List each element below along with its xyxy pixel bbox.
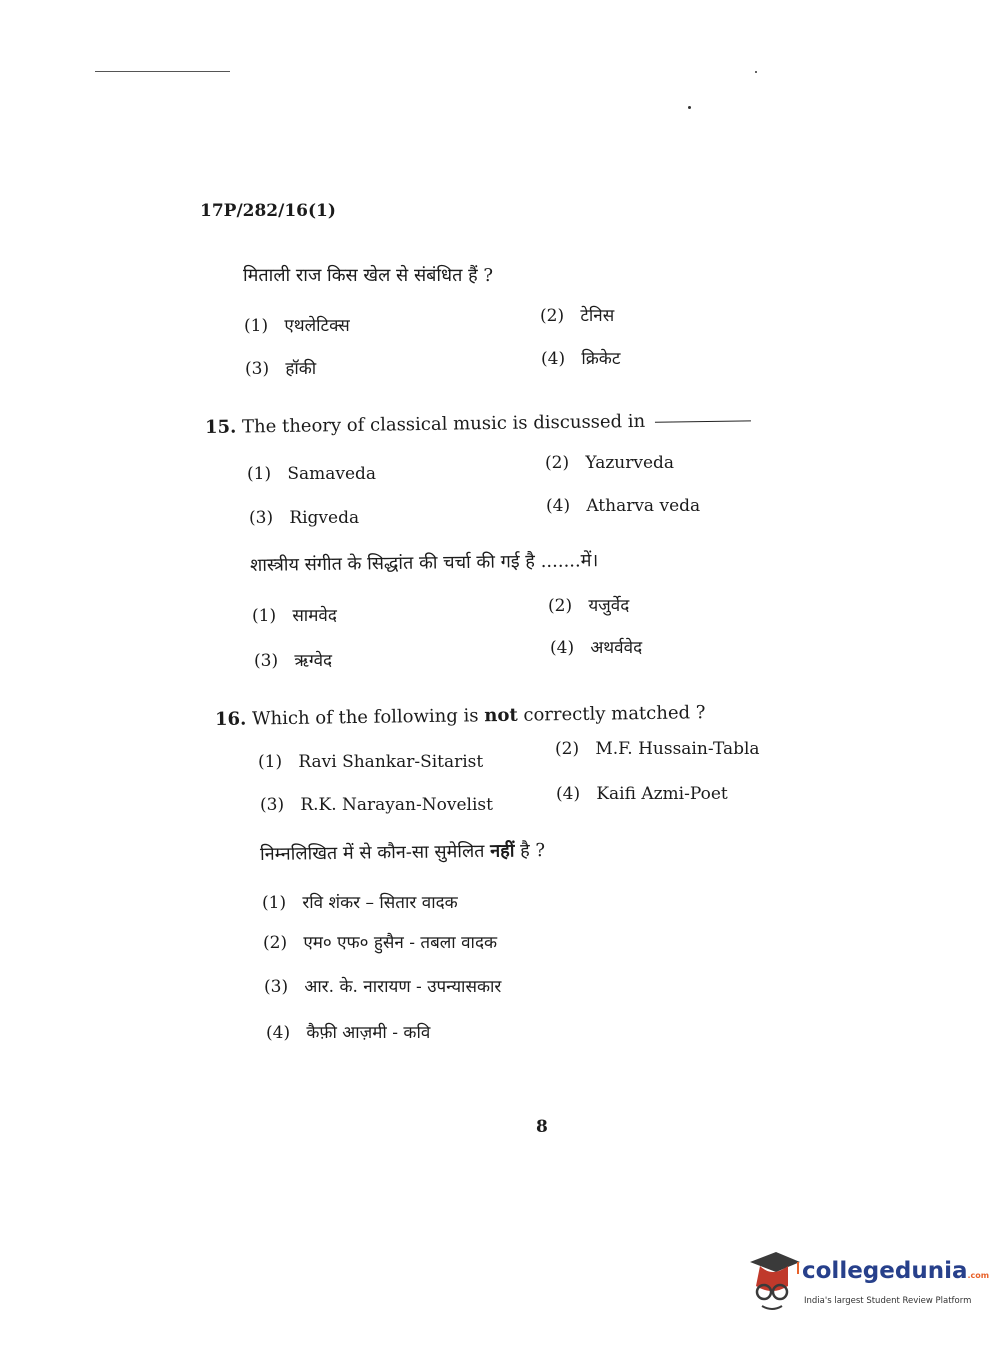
option-number: (4) — [546, 496, 571, 516]
question-text: Which of the following is — [251, 705, 479, 730]
option-number: (2) — [545, 453, 570, 473]
brand-name — [802, 1258, 989, 1284]
q15-hindi-question: शास्त्रीय संगीत के सिद्धांत की चर्चा की गई है .......में। — [249, 550, 599, 576]
q15-option-2 — [545, 453, 674, 473]
q15-option-1 — [247, 464, 376, 484]
answer-blank — [655, 420, 751, 422]
question-text: निम्नलिखित में से कौन-सा सुमेलित — [259, 840, 485, 865]
question-emphasis: not — [484, 704, 518, 727]
option-text: Samaveda — [287, 464, 377, 484]
q14-hindi-question: मिताली राज किस खेल से संबंधित हैं ? — [243, 265, 494, 286]
q16-hindi-option-3 — [264, 974, 501, 997]
question-text: The theory of classical music is discussed in — [241, 410, 646, 438]
q16-question — [215, 702, 706, 730]
option-number: (3) — [260, 795, 285, 815]
option-number: (4) — [550, 638, 575, 658]
option-text: एथलेटिक्स — [284, 316, 350, 336]
option-number: (1) — [252, 606, 277, 626]
q16-hindi-option-2 — [263, 930, 497, 953]
q16-option-3 — [260, 795, 493, 815]
option-number: (4) — [556, 784, 581, 804]
option-text: Atharva veda — [586, 496, 701, 516]
question-text-end: correctly matched ? — [523, 702, 706, 726]
option-number: (3) — [264, 977, 289, 997]
q16-option-2 — [555, 739, 760, 759]
paper-code: 17P/282/16(1) — [200, 201, 336, 221]
option-number: (2) — [555, 739, 580, 759]
option-text: Ravi Shankar-Sitarist — [298, 752, 484, 772]
option-number: (1) — [244, 316, 269, 336]
option-text: कैफ़ी आज़मी - कवि — [306, 1023, 431, 1043]
q15-hindi-option-3 — [254, 648, 332, 671]
option-number: (3) — [245, 359, 270, 379]
q15-question — [205, 409, 751, 438]
option-text: टेनिस — [580, 306, 615, 326]
brand-suffix: .com — [967, 1271, 990, 1280]
q14-option-4 — [541, 346, 620, 369]
q16-option-1 — [258, 752, 483, 772]
q16-hindi-option-4 — [266, 1020, 430, 1043]
option-text: रवि शंकर – सितार वादक — [302, 893, 458, 913]
option-number: (3) — [249, 508, 274, 528]
option-number: (1) — [258, 752, 283, 772]
q15-option-4 — [546, 496, 700, 516]
option-number: (1) — [247, 464, 272, 484]
option-text: सामवेद — [292, 606, 337, 626]
option-text: आर. के. नारायण - उपन्यासकार — [304, 977, 502, 997]
question-text-end: है ? — [520, 840, 546, 862]
option-text: Kaifi Azmi-Poet — [596, 784, 728, 804]
option-text: M.F. Hussain-Tabla — [595, 739, 760, 759]
scan-speck — [755, 71, 757, 73]
q14-option-2 — [540, 303, 614, 326]
brand-tagline: India's largest Student Review Platform — [804, 1296, 972, 1306]
q14-option-1 — [244, 313, 350, 336]
option-text: R.K. Narayan-Novelist — [300, 795, 493, 815]
question-emphasis: नहीं — [490, 840, 515, 862]
option-text: हॉकी — [285, 359, 317, 379]
mascot-icon — [742, 1248, 802, 1318]
option-number: (1) — [262, 893, 287, 913]
option-text: ऋग्वेद — [294, 651, 333, 671]
option-text: एम० एफ० हुसैन - तबला वादक — [303, 933, 498, 953]
q15-hindi-option-1 — [252, 603, 337, 626]
top-rule — [95, 71, 230, 72]
collegedunia-logo — [742, 1248, 990, 1318]
option-number: (2) — [548, 596, 573, 616]
question-number: 15. — [204, 416, 237, 438]
option-text: अथर्ववेद — [590, 638, 643, 658]
option-number: (2) — [263, 933, 288, 953]
q16-option-4 — [556, 784, 728, 804]
brand-text: collegedunia — [802, 1258, 968, 1284]
scan-speck — [688, 106, 691, 109]
q15-option-3 — [249, 508, 359, 528]
option-number: (2) — [540, 306, 565, 326]
q16-hindi-question — [260, 838, 545, 866]
option-text: Rigveda — [289, 508, 360, 528]
q16-hindi-option-1 — [262, 890, 458, 913]
option-text: Yazurveda — [585, 453, 675, 473]
page-number: 8 — [536, 1117, 548, 1137]
option-text: यजुर्वेद — [588, 596, 630, 616]
option-text: क्रिकेट — [581, 349, 621, 369]
option-number: (4) — [541, 349, 566, 369]
q15-hindi-option-2 — [548, 593, 629, 616]
question-number: 16. — [214, 708, 247, 730]
q14-option-3 — [245, 356, 316, 379]
option-number: (4) — [266, 1023, 291, 1043]
q15-hindi-option-4 — [550, 635, 642, 658]
option-number: (3) — [254, 651, 279, 671]
